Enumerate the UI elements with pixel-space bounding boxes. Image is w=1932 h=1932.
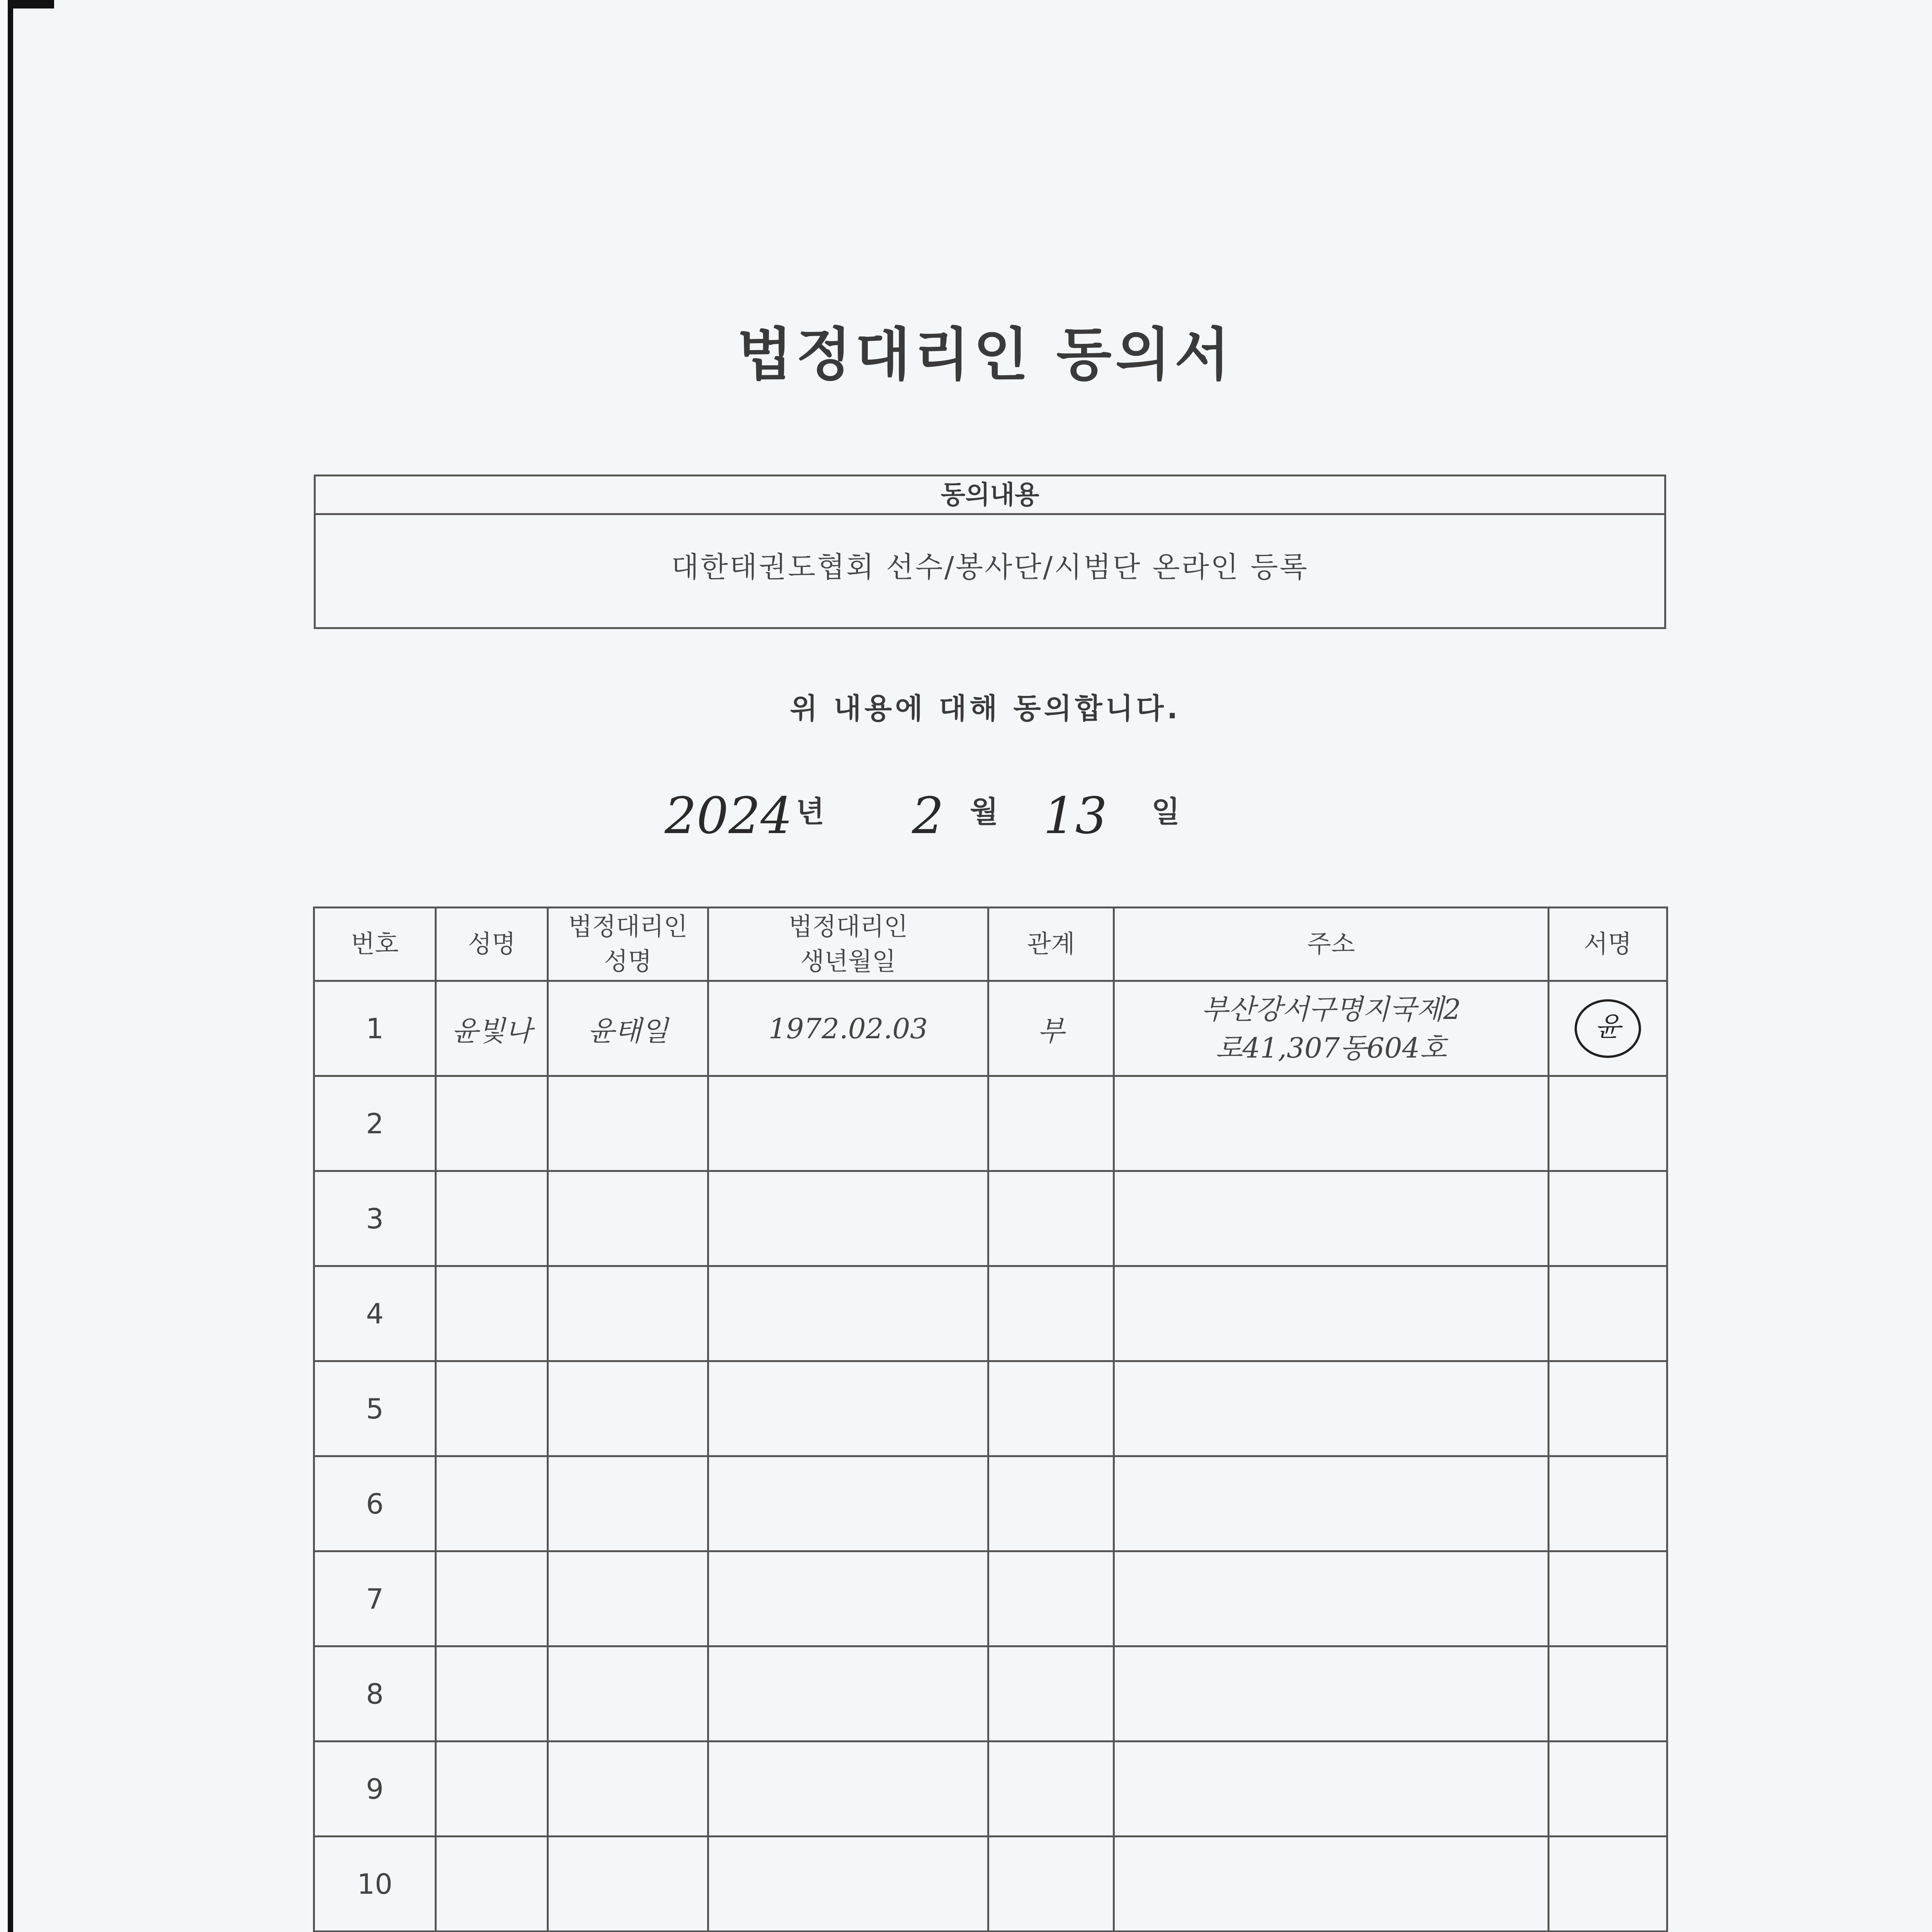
address-line1: 부산강서구명지국제2 [1201, 993, 1461, 1026]
address-line2: 로41,307동604호 [1215, 1031, 1447, 1064]
address [1114, 1266, 1549, 1361]
participant-name [436, 1837, 548, 1932]
address [1114, 981, 1549, 1076]
guardian-name [548, 1456, 708, 1551]
relation [988, 1742, 1114, 1837]
table-header-row [314, 908, 1667, 981]
row-number: 2 [314, 1076, 436, 1171]
guardian-name: 윤태일 [548, 981, 708, 1076]
table-row [314, 1646, 1667, 1742]
address [1114, 1456, 1549, 1551]
relation [988, 1837, 1114, 1932]
roster-table [313, 906, 1668, 1932]
guardian-name [548, 1361, 708, 1456]
guardian-birthdate [708, 1837, 988, 1932]
participant-name [436, 1456, 548, 1551]
guardian-birthdate [708, 1742, 988, 1837]
consent-content: 대한태권도협회 선수/봉사단/시범단 온라인 등록 [671, 551, 1309, 584]
table-row [314, 1266, 1667, 1361]
row-number: 6 [314, 1456, 436, 1551]
header-guardian-birth-line1: 법정대리인 [788, 912, 908, 941]
header-guardian-birth [708, 908, 988, 981]
scan-edge [8, 0, 13, 1932]
header-name: 성명 [436, 908, 548, 981]
agreement-statement: 위 내용에 대해 동의합니다. [790, 692, 1181, 725]
guardian-birthdate [708, 1171, 988, 1266]
date-year: 2024 [665, 786, 793, 845]
relation [988, 1076, 1114, 1171]
guardian-birthdate [708, 1551, 988, 1646]
signature-cell [1549, 1266, 1667, 1361]
relation [988, 1171, 1114, 1266]
header-address: 주소 [1114, 908, 1549, 981]
guardian-birthdate: 1972.02.03 [708, 981, 988, 1076]
relation [988, 1456, 1114, 1551]
table-row [314, 1456, 1667, 1551]
header-guardian-name-line2: 성명 [604, 947, 652, 976]
relation [988, 1266, 1114, 1361]
participant-name [436, 1171, 548, 1266]
header-guardian-birth-line2: 생년월일 [800, 947, 896, 976]
row-number: 5 [314, 1361, 436, 1456]
guardian-birthdate [708, 1456, 988, 1551]
table-row [314, 1361, 1667, 1456]
relation [988, 1551, 1114, 1646]
address [1114, 1076, 1549, 1171]
participant-name [436, 1742, 548, 1837]
header-signature: 서명 [1549, 908, 1667, 981]
signature-cell [1549, 1646, 1667, 1742]
guardian-name [548, 1742, 708, 1837]
participant-name [436, 1646, 548, 1742]
table-row [314, 1551, 1667, 1646]
date-month: 2 [912, 786, 944, 845]
guardian-name [548, 1171, 708, 1266]
row-number: 8 [314, 1646, 436, 1742]
year-label: 년 [796, 794, 825, 829]
row-number: 10 [314, 1837, 436, 1932]
guardian-name [548, 1076, 708, 1171]
participant-name: 윤빛나 [436, 981, 548, 1076]
address [1114, 1171, 1549, 1266]
participant-name [436, 1361, 548, 1456]
date-day: 13 [1043, 786, 1107, 845]
table-row [314, 1076, 1667, 1171]
signature-cell [1549, 981, 1667, 1076]
signature-cell [1549, 1171, 1667, 1266]
row-number: 7 [314, 1551, 436, 1646]
address [1114, 1742, 1549, 1837]
scan-corner [8, 0, 54, 9]
relation: 부 [988, 981, 1114, 1076]
row-number: 9 [314, 1742, 436, 1837]
signature-cell [1549, 1551, 1667, 1646]
guardian-birthdate [708, 1076, 988, 1171]
signature-cell [1549, 1361, 1667, 1456]
guardian-birthdate [708, 1266, 988, 1361]
guardian-name [548, 1646, 708, 1742]
table-row [314, 1171, 1667, 1266]
table-row [314, 1837, 1667, 1932]
header-number: 번호 [314, 908, 436, 981]
guardian-name [548, 1551, 708, 1646]
participant-name [436, 1076, 548, 1171]
consent-heading: 동의내용 [316, 476, 1664, 515]
month-label: 월 [970, 794, 998, 829]
day-label: 일 [1151, 794, 1180, 829]
guardian-birthdate [708, 1361, 988, 1456]
signature-cell [1549, 1076, 1667, 1171]
header-guardian-name [548, 908, 708, 981]
header-relation: 관계 [988, 908, 1114, 981]
consent-box [314, 474, 1666, 629]
signature-cell [1549, 1456, 1667, 1551]
header-guardian-name-line1: 법정대리인 [568, 912, 688, 941]
signature-mark: 윤 [1575, 999, 1641, 1058]
guardian-birthdate [708, 1646, 988, 1742]
table-row [314, 1742, 1667, 1837]
relation [988, 1361, 1114, 1456]
signature-cell [1549, 1837, 1667, 1932]
row-number: 1 [314, 981, 436, 1076]
address [1114, 1551, 1549, 1646]
row-number: 4 [314, 1266, 436, 1361]
relation [988, 1646, 1114, 1742]
signature-cell [1549, 1742, 1667, 1837]
participant-name [436, 1266, 548, 1361]
address [1114, 1837, 1549, 1932]
participant-name [436, 1551, 548, 1646]
address [1114, 1361, 1549, 1456]
row-number: 3 [314, 1171, 436, 1266]
table-row [314, 981, 1667, 1076]
guardian-name [548, 1266, 708, 1361]
document-title: 법정대리인 동의서 [737, 321, 1234, 388]
guardian-name [548, 1837, 708, 1932]
address [1114, 1646, 1549, 1742]
